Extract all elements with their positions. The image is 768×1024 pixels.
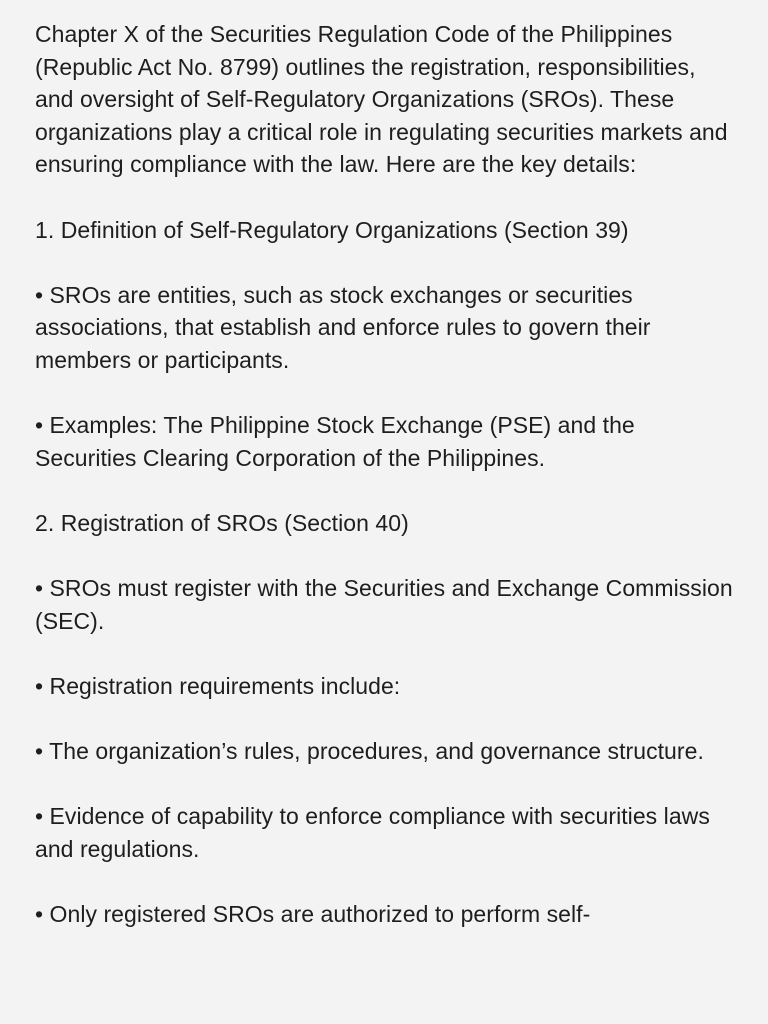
bullet-examples: • Examples: The Philippine Stock Exchange (PSE) and the Securities Clearing Corporation of the Philippines. bbox=[35, 412, 635, 471]
section-heading-registration: 2. Registration of SROs (Section 40) bbox=[35, 509, 409, 536]
document-body bbox=[35, 18, 740, 931]
bullet-authorized-sros: • Only registered SROs are authorized to perform self- bbox=[35, 901, 591, 928]
bullet-evidence-capability: • Evidence of capability to enforce compliance with securities laws and regulations. bbox=[35, 803, 710, 862]
bullet-rules-governance: • The organization’s rules, procedures, and governance structure. bbox=[35, 738, 704, 765]
bullet-sro-entities: • SROs are entities, such as stock exchanges or securities associations, that establish and enforce rules to govern their members or participants. bbox=[35, 281, 651, 373]
intro-paragraph: Chapter X of the Securities Regulation Code of the Philippines (Republic Act No. 8799) outlines the registration, responsibilities, and oversight of Self-Regulatory Organizations (SROs). These organizations play a critical role in regulating securities markets and ensuring compliance with the law. Here are the key details: bbox=[35, 21, 728, 178]
bullet-register-sec: • SROs must register with the Securities and Exchange Commission (SEC). bbox=[35, 575, 733, 634]
section-heading-definition: 1. Definition of Self-Regulatory Organizations (Section 39) bbox=[35, 216, 629, 243]
bullet-requirements: • Registration requirements include: bbox=[35, 672, 401, 699]
